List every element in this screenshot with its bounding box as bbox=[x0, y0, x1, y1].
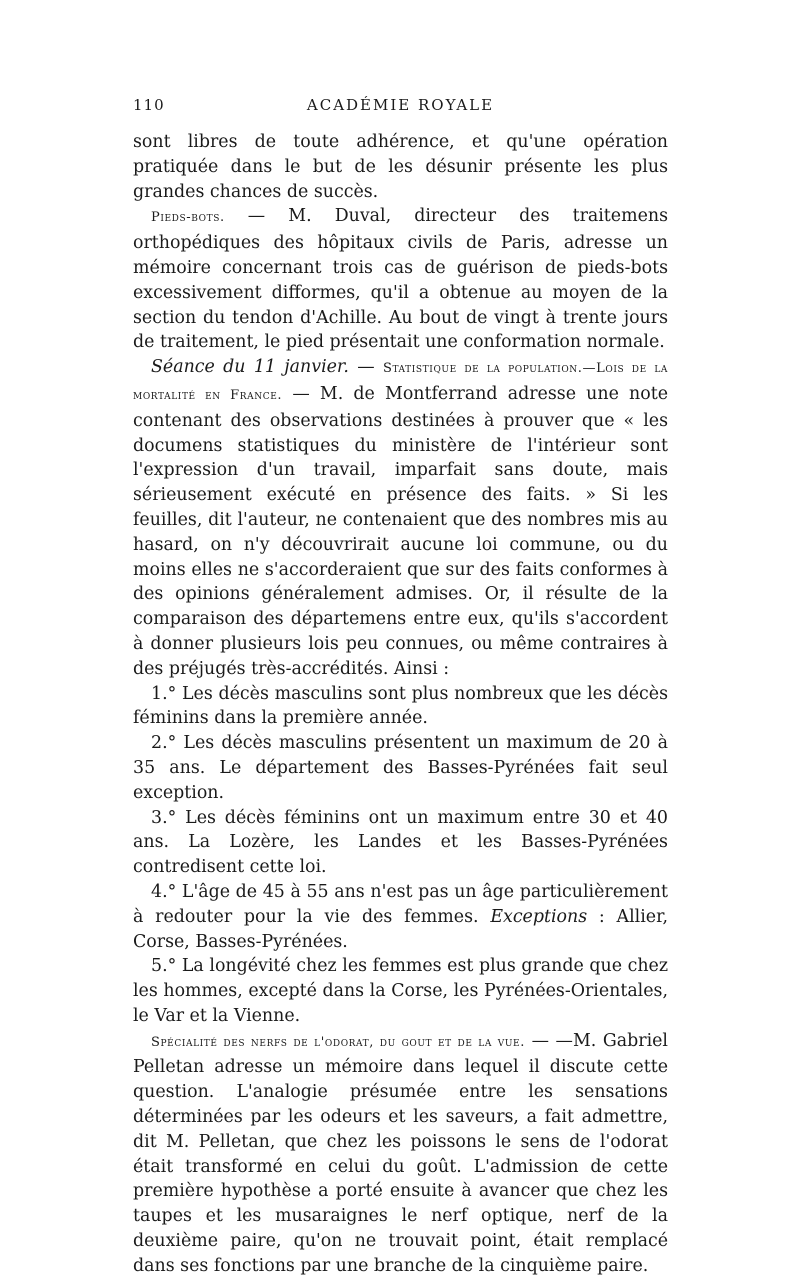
list-item-1-text: 1.° Les décès masculins sont plus nombreux que les décès féminins dans la première année. bbox=[133, 683, 668, 729]
section-heading-specialite: Spécialité des nerfs de l'odorat, du gout et de la vue. bbox=[151, 1034, 525, 1050]
list-item-4-exceptions: Exceptions bbox=[490, 906, 588, 927]
paragraph-pieds-bots bbox=[133, 204, 668, 355]
section-heading-pieds-bots: Pieds-bots. bbox=[151, 210, 225, 226]
paragraph-statistique bbox=[133, 355, 668, 681]
paragraph-continuation-text: sont libres de toute adhérence, et qu'une opération pratiquée dans le but de les désunir présente les plus grandes chances de succès. bbox=[133, 132, 668, 202]
list-item-5 bbox=[133, 954, 668, 1028]
list-item-4-text-post: : Allier, Corse, Basses-Pyrénées. bbox=[133, 906, 668, 952]
body-text bbox=[133, 130, 668, 1279]
paragraph-pieds-bots-text: — M. Duval, directeur des traitemens orthopédiques des hôpitaux civils de Paris, adresse un mémoire concernant trois cas de guérison de pieds-bots excessivement difformes, qu'il a obtenue au moyen de la section du tendon d'Achille. Au bout de vingt à trente jours de traitement, le pied présentait une conformation normale. bbox=[133, 206, 668, 353]
page-number: 110 bbox=[133, 96, 165, 114]
list-item-1 bbox=[133, 682, 668, 732]
document-page bbox=[133, 96, 668, 1279]
list-item-4-text-pre: 4.° L'âge de 45 à 55 ans n'est pas un âge particulièrement à redouter pour la vie des femmes. bbox=[133, 881, 668, 927]
list-item-3-text: 3.° Les décès féminins ont un maximum entre 30 et 40 ans. La Lozère, les Landes et les Basses-Pyrénées contredisent cette loi. bbox=[133, 807, 668, 878]
paragraph-continuation bbox=[133, 130, 668, 204]
seance-dash: — bbox=[348, 357, 383, 378]
paragraph-statistique-text: — M. de Montferrand adresse une note contenant des observations destinées à prouver que « les documens statistiques du ministère de l'intérieur sont l'expression d'un travail, imparfait sans doute, mais sérieusement exécuté en présence des faits. » Si les feuilles, dit l'auteur, ne contenaient que des nombres mis au hasard, on n'y découvrirait aucune loi commune, ou du moins elles ne s'accorderaient que sur des faits conformes à des opinions généralement admises. Or, il résulte de la comparaison des départemens entre eux, qu'ils s'accordent à donner plusieurs lois peu connues, ou même contraires à des préjugés très-accrédités. Ainsi : bbox=[133, 383, 668, 679]
running-title: ACADÉMIE ROYALE bbox=[306, 96, 495, 114]
seance-date: Séance du 11 janvier. bbox=[151, 357, 349, 378]
paragraph-specialite bbox=[133, 1029, 668, 1279]
paragraph-specialite-text: — —M. Gabriel Pelletan adresse un mémoire dans lequel il discute cette question. L'analogie présumée entre les sensations déterminées par les odeurs et les saveurs, a fait admettre, dit M. Pelletan, que chez les poissons le sens de l'odorat était transformé en celui du goût. L'admission de cette première hypothèse a porté ensuite à avancer que chez les taupes et les musaraignes le nerf optique, nerf de la deuxième paire, qu'on ne trouvait point, était remplacé dans ses fonctions par une branche de la cinquième paire. bbox=[133, 1030, 668, 1276]
list-item-2-text: 2.° Les décès masculins présentent un maximum de 20 à 35 ans. Le département des Basses-Pyrénées fait seul exception. bbox=[133, 733, 668, 803]
list-item-2 bbox=[133, 731, 668, 805]
list-item-4 bbox=[133, 880, 668, 954]
list-item-3 bbox=[133, 806, 668, 880]
running-head bbox=[133, 96, 668, 120]
section-heading-statistique: Statistique de la population.—Lois de la mortalité en France. bbox=[133, 361, 668, 403]
list-item-5-text: 5.° La longévité chez les femmes est plus grande que chez les hommes, excepté dans la Corse, les Pyrénées-Orientales, le Var et la Vienne. bbox=[133, 956, 668, 1026]
